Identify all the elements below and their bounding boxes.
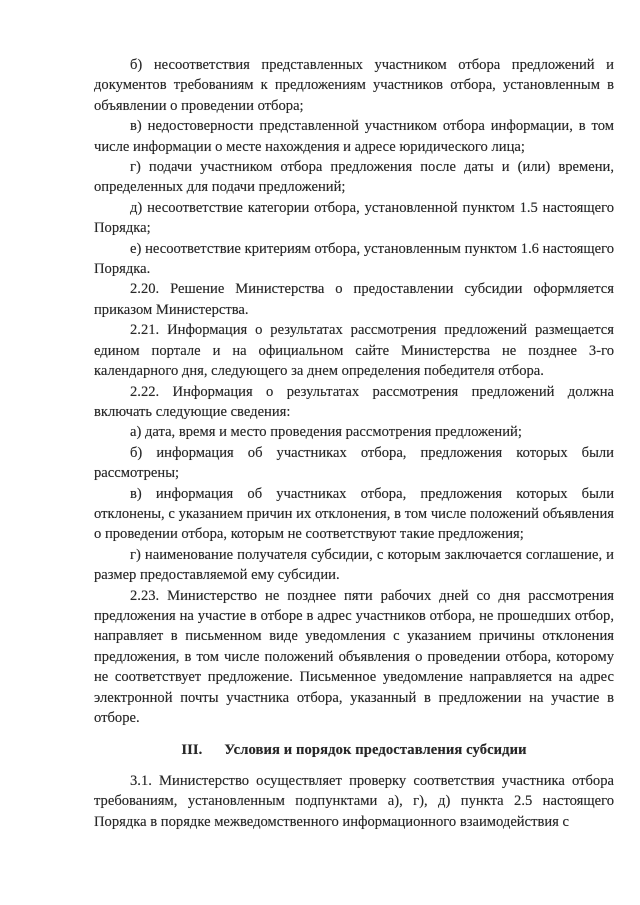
paragraph: 3.1. Министерство осуществляет проверку соответствия участника отбора требованиям, установленным подпунктами а), г), д) пункта 2.5 настоящего Порядка в порядке межведомственного информационного взаимодействия с: [94, 772, 614, 830]
paragraph: б) информация об участниках отбора, предложения которых были рассмотрены;: [94, 444, 614, 482]
section-number: III.: [181, 742, 203, 759]
paragraph: в) информация об участниках отбора, предложения которых были отклонены, с указанием причин их отклонения, в том числе положений объявления о проведении отбора, которым не соответствуют такие предложения;: [94, 485, 614, 543]
paragraph: 2.21. Информация о результатах рассмотрения предложений размещается едином портале и на официальном сайте Министерства не позднее 3-го календарного дня, следующего за днем определения победителя отбора.: [94, 322, 614, 380]
paragraph: е) несоответствие критериям отбора, установленным пунктом 1.6 настоящего Порядка.: [94, 240, 614, 278]
paragraph: 2.20. Решение Министерства о предоставлении субсидии оформляется приказом Министерства.: [94, 281, 614, 318]
paragraph: 2.23. Министерство не позднее пяти рабочих дней со дня рассмотрения предложения на участие в отборе в адрес участников отбора, не прошедших отбор, направляет в письменном виде уведомления с указанием причины отклонения предложения, в том числе положений объявления о проведении отбора, которому не соответствует предложение. Письменное уведомление направляется на адрес электронной почты участника отбора, указанный в предложении на участие в отборе.: [94, 587, 614, 726]
paragraph: д) несоответствие категории отбора, установленной пунктом 1.5 настоящего Порядка;: [94, 199, 614, 237]
paragraph: б) несоответствия представленных участником отбора предложений и документов требованиям к предложениям участников отбора, установленным в объявлении о проведении отбора;: [94, 57, 614, 114]
paragraph: г) наименование получателя субсидии, с которым заключается соглашение, и размер предоставляемой ему субсидии.: [94, 546, 614, 584]
paragraph: а) дата, время и место проведения рассмотрения предложений;: [130, 424, 522, 441]
paragraphs-after: [94, 771, 614, 832]
paragraph: г) подачи участником отбора предложения после даты и (или) времени, определенных для подачи предложений;: [94, 159, 614, 196]
section-heading: [94, 740, 614, 760]
paragraphs-before: [94, 55, 614, 728]
paragraph: в) недостоверности представленной участником отбора информации, в том числе информации о месте нахождения и адресе юридического лица;: [94, 118, 614, 155]
document-body: [94, 55, 614, 832]
section-title: Условия и порядок предоставления субсидии: [224, 742, 527, 759]
paragraph: 2.22. Информация о результатах рассмотрения предложений должна включать следующие сведения:: [94, 383, 614, 420]
